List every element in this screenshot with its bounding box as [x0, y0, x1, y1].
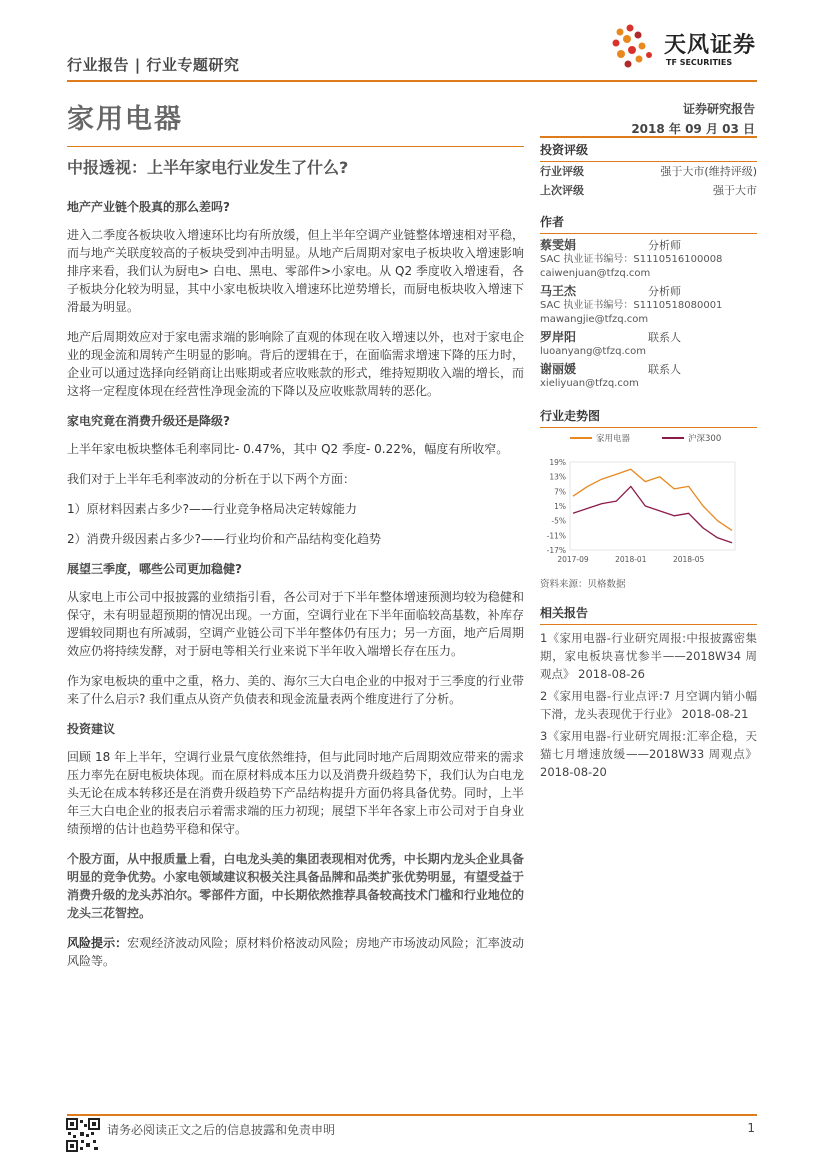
- footer-disclaimer: 请务必阅读正文之后的信息披露和免责申明: [107, 1123, 336, 1137]
- chart-source: 资料来源：贝格数据: [540, 579, 626, 590]
- report-type: 证券研究报告: [682, 102, 755, 116]
- x-tick-label: 2018-01: [615, 555, 647, 564]
- industry-title: 家用电器: [67, 104, 183, 135]
- list-item: 2）消费升级因素占多少?——行业均价和产品结构变化趋势: [67, 532, 382, 546]
- author-email[interactable]: mawangjie@tfzq.com: [540, 314, 649, 325]
- section-heading: 展望三季度，哪些公司更加稳健?: [67, 562, 242, 576]
- authors-title: 作者: [540, 211, 757, 234]
- trend-title-box: [540, 405, 757, 428]
- list-item: 1）原材料因素占多少?——行业竞争格局决定转嫁能力: [67, 502, 358, 516]
- related-title: 相关报告: [540, 602, 757, 625]
- paragraph: 作为家电板块的重中之重，格力、美的、海尔三大白电企业的中报对于三季度的行业带来了什么启示? 我们重点从资产负债表和现金流量表两个维度进行了分析。: [67, 674, 524, 706]
- related-report-link[interactable]: 1《家用电器-行业研究周报:中报披露密集期，家电板块喜忧参半——2018W34 周观点》 2018-08-26: [540, 631, 757, 681]
- author-entry: 谢丽媛 联系人 xieliyuan@tfzq.com: [540, 362, 757, 391]
- brand-name: 天风证券: [664, 33, 757, 58]
- author-email[interactable]: caiwenjuan@tfzq.com: [540, 268, 651, 279]
- related-box: [540, 602, 757, 785]
- rating-box: [540, 139, 757, 200]
- author-entry: 罗岸阳 联系人 luoanyang@tfzq.com: [540, 330, 757, 359]
- paragraph: 进入二季度各板块收入增速环比均有所放缓，但上半年空调产业链整体增速相对平稳，而与地产关联度较高的子板块受到冲击明显。从地产后周期对家电子板块收入增速影响排序来看，我们认为厨电> 白电、黑电、零部件>小家电。从 Q2 季度收入增速看，各子板块分化较为明显，其中小家电板块收入增速环比逆势增长，而厨电板块收入增速下滑最为明显。: [67, 228, 524, 314]
- series-line: [573, 469, 732, 530]
- y-tick-label: -5%: [551, 516, 566, 526]
- author-email[interactable]: xieliyuan@tfzq.com: [540, 378, 639, 389]
- author-entry: 蔡雯娟 分析师 SAC 执业证书编号：S1110516100008 caiwenjuan@tfzq.com: [540, 238, 757, 281]
- trend-title: 行业走势图: [540, 405, 757, 428]
- paragraph: 上半年家电板块整体毛利率同比- 0.47%，其中 Q2 季度- 0.22%，幅度有所收窄。: [67, 442, 509, 456]
- brand-name-en: TF SECURITIES: [666, 58, 733, 67]
- y-tick-label: 13%: [549, 472, 566, 482]
- paragraph: 地产后周期效应对于家电需求端的影响除了直观的体现在收入增速以外，也对于家电企业的现金流和周转产生明显的影响。背后的逻辑在于，在面临需求增速下降的压力时，企业可以通过选择向经销商让出账期或者应收账款的形式，维持短期收入端的增长，而这将一定程度体现在经营性净现金流的下降以及应收账款周转的恶化。: [67, 330, 524, 398]
- y-tick-label: 1%: [554, 502, 566, 511]
- section-heading: 家电究竟在消费升级还是降级?: [67, 414, 230, 428]
- report-date: 2018 年 09 月 03 日: [631, 122, 755, 136]
- report-title: 中报透视：上半年家电行业发生了什么?: [67, 158, 349, 177]
- paragraph: 从家电上市公司中报披露的业绩指引看，各公司对于下半年整体增速预测均较为稳健和保守，未有明显超预期的情况出现。一方面，空调行业在下半年面临较高基数，补库存逻辑较同期也有所减弱，空调产业链公司下半年整体仍有压力；另一方面，地产后周期效应仍将持续发酵，对于厨电等相关行业来说下半年收入端增长存在压力。: [67, 590, 524, 658]
- title-divider: [67, 146, 524, 147]
- x-tick-label: 2017-09: [557, 555, 589, 564]
- related-report-link[interactable]: 2《家用电器-行业点评:7 月空调内销小幅下滑，龙头表现优于行业》 2018-08-21: [540, 689, 757, 721]
- sidebar-top-divider: [540, 136, 757, 138]
- section-heading: 地产产业链个股真的那么差吗?: [67, 200, 230, 214]
- section-heading: 投资建议: [67, 722, 116, 736]
- paragraph: 回顾 18 年上半年，空调行业景气度依然维持，但与此同时地产后周期效应带来的需求压力率先在厨电板块体现。而在原材料成本压力以及消费升级趋势下，我们认为白电龙头无论在成本转移还是在消费升级趋势下产品结构提升方面仍将具备优势。同时，上半年三大白电企业的报表启示着需求端的压力初现；展望下半年各家上市公司对于自身业绩预增的估计也趋势平稳和保守。: [67, 750, 524, 836]
- risk-paragraph: [67, 934, 524, 970]
- page-number: 1: [747, 1121, 755, 1135]
- paragraph: 个股方面，从中报质量上看，白电龙头美的集团表现相对优秀，中长期内龙头企业具备明显的竞争优势。小家电领域建议积极关注具备品牌和品类扩张优势明显，有望受益于消费升级的龙头苏泊尔。零部件方面，中长期依然推荐具备较高技术门槛和行业地位的龙头三花智控。: [67, 852, 524, 920]
- y-tick-label: -11%: [546, 531, 566, 541]
- main-body: [67, 198, 524, 982]
- y-tick-label: 19%: [549, 458, 566, 467]
- y-tick-label: 7%: [554, 487, 566, 497]
- authors-box: [540, 211, 757, 391]
- report-category: 行业报告 | 行业专题研究: [67, 56, 240, 74]
- industry-trend-chart: [540, 426, 757, 574]
- rating-row: 行业评级 强于大市(维持评级): [540, 165, 757, 178]
- related-report-link[interactable]: 3《家用电器-行业研究周报:汇率企稳，天猫七月增速放缓——2018W33 周观点》 2018-08-20: [540, 729, 757, 779]
- series-line: [573, 486, 732, 542]
- x-tick-label: 2018-05: [672, 555, 705, 564]
- paragraph: 我们对于上半年毛利率波动的分析在于以下两个方面：: [67, 472, 356, 486]
- legend-label: 家用电器: [596, 434, 631, 444]
- legend-label: 沪深300: [688, 434, 722, 444]
- author-entry: 马王杰 分析师 SAC 执业证书编号：S1110518080001 mawangjie@tfzq.com: [540, 284, 757, 327]
- risk-label: 风险提示：: [67, 936, 128, 950]
- rating-title: 投资评级: [540, 139, 757, 162]
- y-tick-label: -17%: [546, 546, 566, 555]
- risk-text: 宏观经济波动风险；原材料价格波动风险；房地产市场波动风险；汇率波动风险等。: [67, 936, 524, 968]
- prev-rating-row: 上次评级 强于大市: [540, 184, 757, 197]
- header-divider: [67, 80, 757, 82]
- author-email[interactable]: luoanyang@tfzq.com: [540, 346, 647, 357]
- footer-divider: [67, 1114, 757, 1116]
- qr-code-icon: [66, 1118, 100, 1152]
